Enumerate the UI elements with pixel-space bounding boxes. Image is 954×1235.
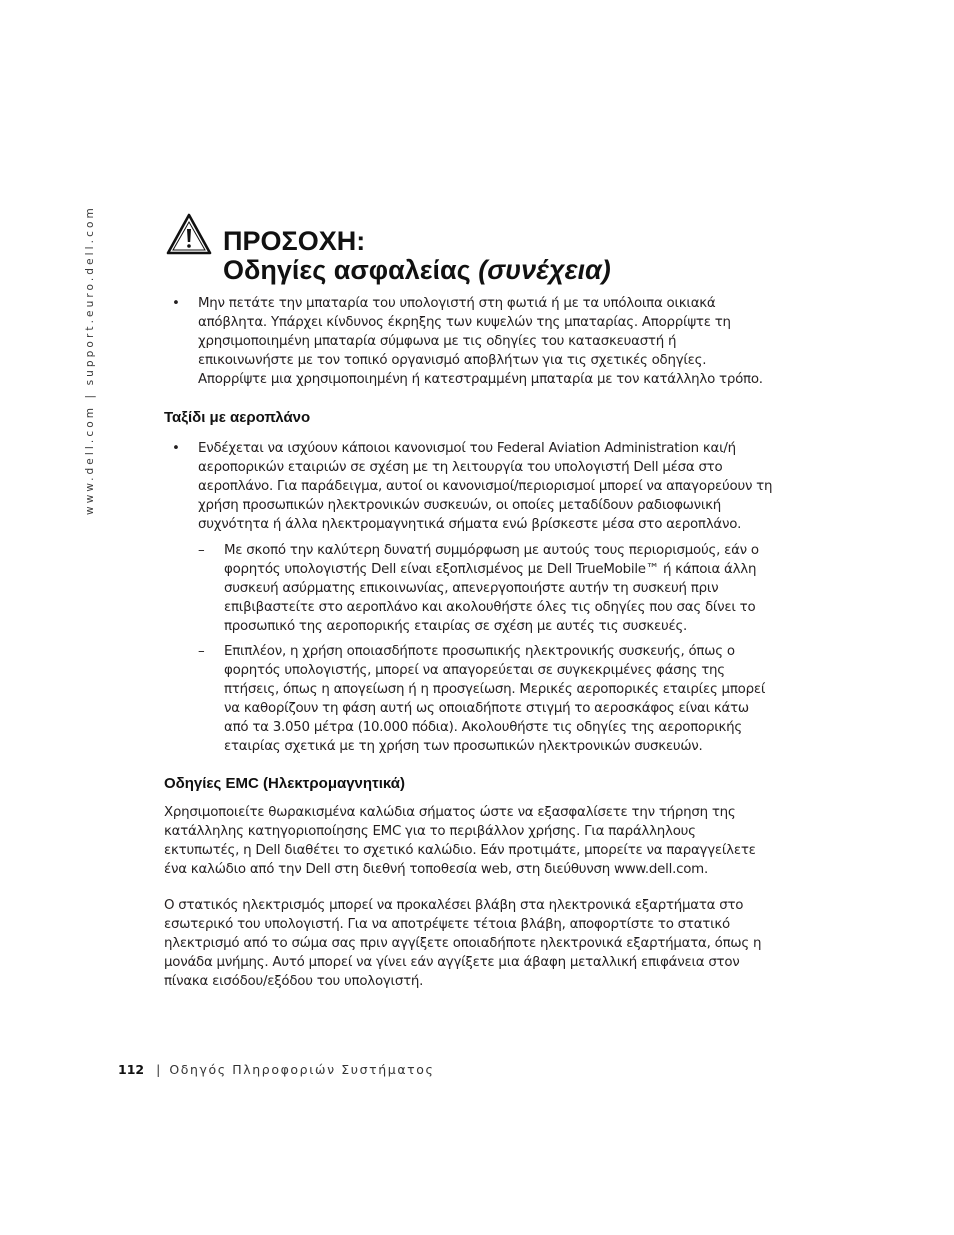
dash-marker: –	[198, 644, 205, 659]
page-title: ΠΡΟΣΟΧΗ:	[223, 226, 366, 256]
emc-cable-paragraph	[164, 803, 774, 879]
subtitle-main: Οδηγίες ασφαλείας	[223, 255, 471, 285]
footer-separator: |	[156, 1062, 161, 1077]
emc-heading: Οδηγίες EMC (Ηλεκτρομαγνητικά)	[164, 775, 406, 792]
battery-disposal-text: Μην πετάτε την μπαταρία του υπολογιστή στη φωτιά ή με τα υπόλοιπα οικιακά απόβλητα. Υπάρχει κίνδυνος έκρηξης των κυψελών της μπαταρίας. Απορρίψτε τη χρησιμοποιημένη μπαταρία σύμφωνα με τις οδηγίες του κατασκευαστή ή επικοινωνήστε με τον τοπικό οργανισμό αποβλήτων για τις σχετικές οδηγίες. Απορρίψτε μια χρησιμοποιημένη ή κατεστραμμένη μπαταρία με τον κατάλληλο τρόπο.	[198, 296, 763, 387]
emc-cable-text: Χρησιμοποιείτε θωρακισμένα καλώδια σήματος ώστε να εξασφαλίσετε την τήρηση της κατάλληλης κατηγοριοποίησης EMC για το περιβάλλον χρήσης. Για παράλληλους εκτυπωτές, η Dell διαθέτει το σχετικό καλώδιο. Εάν προτιμάτε, μπορείτε να παραγγείλετε ένα καλώδιο από την Dell στη διεθνή τοποθεσία web, στη διεύθυνση	[164, 805, 756, 877]
faa-regulations-text: Ενδέχεται να ισχύουν κάποιοι κανονισμοί του Federal Aviation Administration και/ή αεροπορικών εταιριών σε σχέση με τη λειτουργία του υπολογιστή Dell μέσα στο αεροπλάνο. Για παράδειγμα, αυτοί οι κανονισμοί/περιορισμοί μπορεί να απαγορεύουν τη χρήση προσωπικών ηλεκτρονικών συσκευών, οι οποίες μεταδίδουν ραδιοφωνική συχνότητα ή άλλα ηλεκτρομαγνητικά σήματα ενώ βρίσκεστε μέσα στο αεροπλάνο.	[198, 441, 773, 532]
emc-cable-period: .	[703, 862, 708, 877]
page-footer	[118, 1062, 434, 1077]
sidebar-url	[84, 205, 98, 515]
sidebar-url-text: www.dell.com | support.euro.dell.com	[84, 205, 96, 515]
static-electricity-paragraph: Ο στατικός ηλεκτρισμός μπορεί να προκαλέσει βλάβη στα ηλεκτρονικά εξαρτήματα στο εσωτερικό του υπολογιστή. Για να αποτρέψετε τέτοια βλάβη, αποφορτίστε το στατικό ηλεκτρισμό από το σώμα σας πριν αγγίξετε οποιαδήποτε ηλεκτρονικά εξαρτήματα, όπως η μονάδα μνήμης. Αυτό μπορεί να γίνει εάν αγγίξετε μια άβαφη μεταλλική επιφάνεια στον πίνακα εισόδου/εξόδου του υπολογιστή.	[164, 898, 762, 989]
warning-triangle-icon	[166, 213, 212, 255]
subtitle-continued: (συνέχεια)	[478, 255, 611, 285]
wireless-device-text: Με σκοπό την καλύτερη δυνατή συμμόρφωση με αυτούς τους περιορισμούς, εάν ο φορητός υπολογιστής Dell είναι εξοπλισμένος με Dell TrueMobile™ ή κάποια άλλη συσκευή ασύρματης επικοινωνίας, απενεργοποιήστε αυτήν τη συσκευή πριν επιβιβαστείτε στο αεροπλάνο και ακολουθήστε όλες τις οδηγίες που σας δίνει το προσωπικό της αεροπορικής εταιρίας σε σχέση με αυτές τις συσκευές.	[224, 543, 759, 634]
bullet-marker: •	[172, 441, 180, 456]
dash-marker: –	[198, 543, 205, 558]
airplane-heading: Ταξίδι με αεροπλάνο	[164, 409, 311, 426]
document-title: Οδηγός Πληροφοριών Συστήματος	[169, 1062, 435, 1077]
page-subtitle	[223, 255, 611, 286]
dell-website-link[interactable]: www.dell.com	[614, 862, 704, 877]
page-number: 112	[118, 1062, 145, 1077]
bullet-marker: •	[172, 296, 180, 311]
flight-phase-text: Επιπλέον, η χρήση οποιασδήποτε προσωπικής ηλεκτρονικής συσκευής, όπως ο φορητός υπολογιστής, μπορεί να απαγορεύεται σε συγκεκριμένες φάσης της πτήσεις, όπως η απογείωση ή η προσγείωση. Μερικές αεροπορικές εταιρίες μπορεί να καθορίζουν τη φάση αυτή ως οποιαδήποτε στιγμή το αεροσκάφος είναι κάτω από τα 3.050 μέτρα (10.000 πόδια). Ακολουθήστε τις οδηγίες της αεροπορικής εταιρίας σχετικά με τη χρήση των προσωπικών ηλεκτρονικών συσκευών.	[224, 644, 766, 754]
